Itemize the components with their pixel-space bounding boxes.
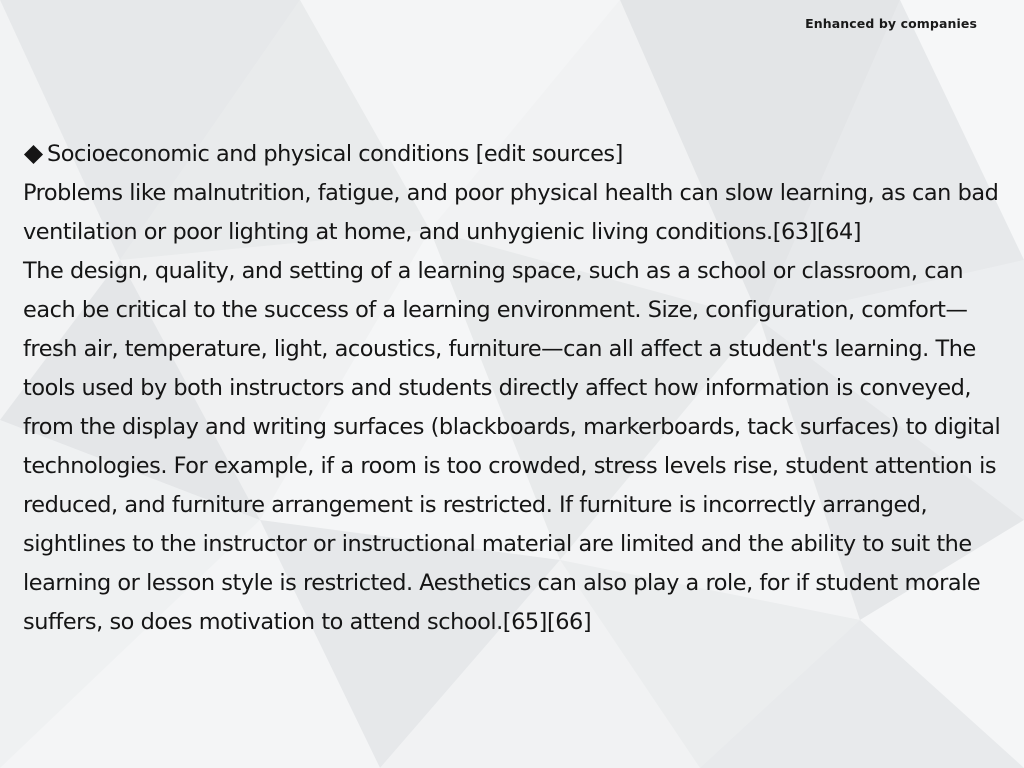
watermark-label: Enhanced by companies	[805, 16, 977, 31]
paragraph	[23, 252, 1019, 642]
diamond-bullet-icon	[24, 145, 43, 164]
section-heading-text: Socioeconomic and physical conditions	[47, 141, 469, 167]
paragraph-text: Problems like malnutrition, fatigue, and poor physical health can slow learning, as can bad ventilation or poor lighting at home, and unhygienic living conditions.	[23, 180, 999, 245]
article-section	[23, 135, 1019, 642]
edit-sources-link[interactable]: [edit sources]	[475, 141, 623, 167]
paragraph-text: The design, quality, and setting of a learning space, such as a school or classroom, can each be critical to the success of a learning environment. Size, configuration, comfort—fresh air, temperature, light, acoustics, furniture—can all affect a student's learning. The tools used by both instructors and students directly affect how information is conveyed, from the display and writing surfaces (blackboards, markerboards, tack surfaces) to digital technologies. For example, if a room is too crowded, stress levels rise, student attention is reduced, and furniture arrangement is restricted. If furniture is incorrectly arranged, sightlines to the instructor or instructional material are limited and the ability to suit the learning or lesson style is restricted. Aesthetics can also play a role, for if student morale suffers, so does motivation to attend school.	[23, 258, 1001, 635]
citation-refs[interactable]: [63][64]	[772, 219, 862, 245]
citation-refs[interactable]: [65][66]	[502, 609, 592, 635]
paragraph	[23, 174, 1019, 252]
section-heading	[23, 135, 1019, 174]
